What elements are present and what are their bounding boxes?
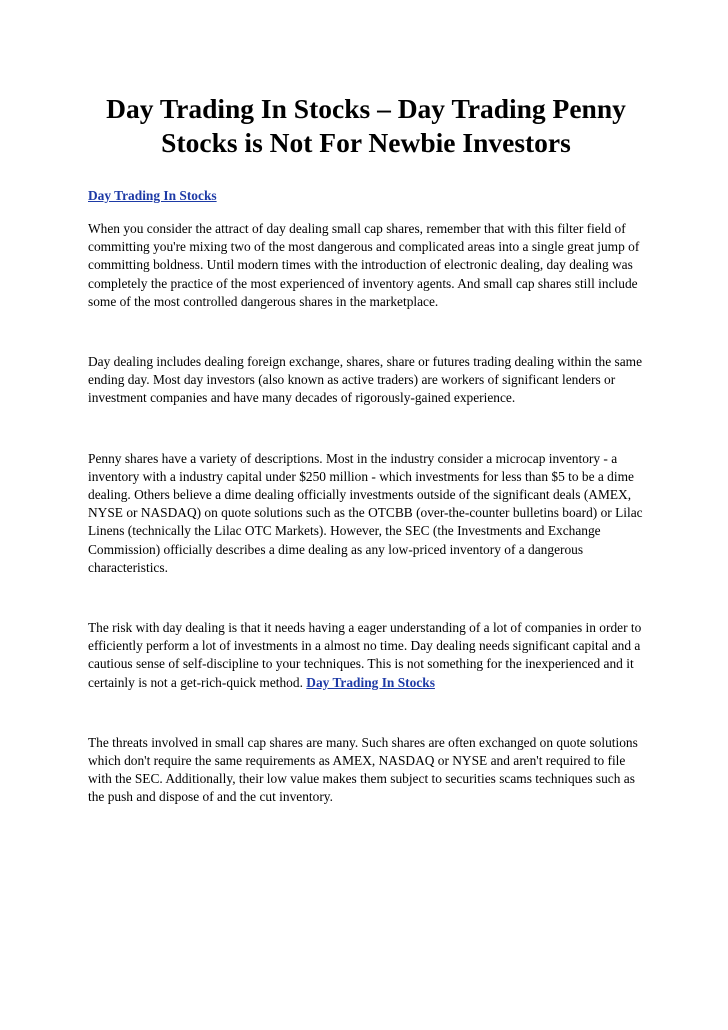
top-link-container: [88, 187, 644, 205]
document-page: [88, 0, 644, 807]
paragraph-4: [88, 619, 644, 692]
paragraph-1: When you consider the attract of day dealing small cap shares, remember that with this filter field of committing you're mixing two of the most dangerous and complicated areas into a single great jump of committing boldness. Until modern times with the introduction of electronic dealing, day dealing was completely the practice of the most experienced of inventory agents. And small cap shares still include some of the most controlled dangerous shares in the marketplace.: [88, 221, 640, 309]
paragraph-4-text: The risk with day dealing is that it needs having a eager understanding of a lot of companies in order to efficiently perform a lot of investments in a almost no time. Day dealing needs significant capital and a cautious sense of self-discipline to your techniques. This is not something for the inexperienced and it certainly is not a get-rich-quick method.: [88, 620, 642, 690]
paragraph-3: Penny shares have a variety of descriptions. Most in the industry consider a microcap inventory - a inventory with a industry capital under $250 million - which investments for less than $5 to be a dime dealing. Others believe a dime dealing officially investments outside of the significant deals (AMEX, NYSE or NASDAQ) on quote solutions such as the OTCBB (over-the-counter bulletins board) or Lilac Linens (technically the Lilac OTC Markets). However, the SEC (the Investments and Exchange Commission) officially describes a dime dealing as any low-priced inventory of a dangerous characteristics.: [88, 450, 643, 575]
paragraph-2: Day dealing includes dealing foreign exchange, shares, share or futures trading dealing within the same ending day. Most day investors (also known as active traders) are workers of significant lenders or investment companies and have many decades of rigorously-gained experience.: [88, 354, 643, 406]
document-title: Day Trading In Stocks – Day Trading Penny Stocks is Not For Newbie Investors: [106, 93, 626, 158]
day-trading-link[interactable]: Day Trading In Stocks: [88, 188, 217, 203]
paragraph-5: The threats involved in small cap shares are many. Such shares are often exchanged on quote solutions which don't require the same requirements as AMEX, NASDAQ or NYSE and aren't required to file with the SEC. Additionally, their low value makes them subject to securities scams techniques such as the push and dispose of and the cut inventory.: [88, 734, 638, 805]
inline-day-trading-link[interactable]: Day Trading In Stocks: [306, 674, 435, 690]
